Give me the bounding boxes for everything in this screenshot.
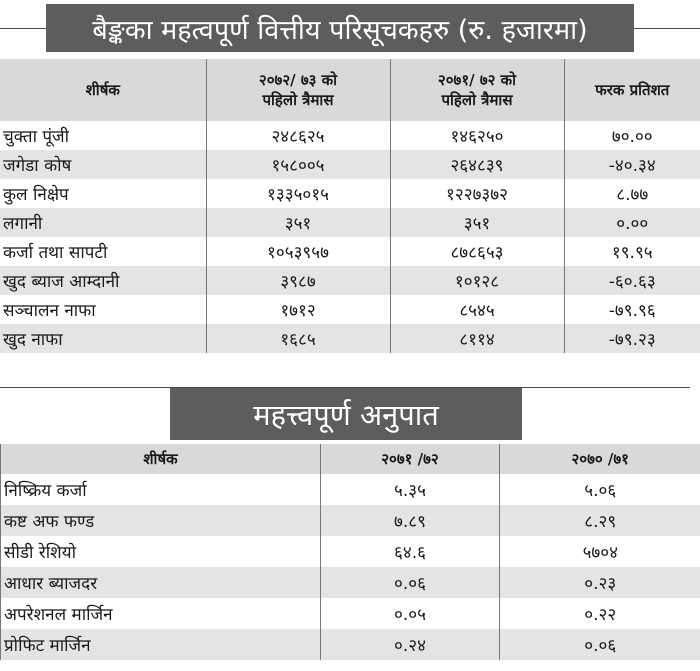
current-year-value: ०.२४	[321, 629, 500, 660]
table1-header-percent-change: फरक प्रतिशत	[564, 59, 700, 121]
previous-quarter-value: १२२७३७२	[390, 179, 564, 208]
table-row	[1, 598, 700, 629]
table-row	[1, 567, 700, 598]
table2-header-year-previous: २०७० /७१	[500, 444, 700, 474]
current-year-value: ०.०६	[321, 567, 500, 598]
previous-quarter-value: ३५१	[390, 208, 564, 237]
table2-header-year-current: २०७१ /७२	[321, 444, 500, 474]
row-label: सीडी रेशियो	[1, 536, 321, 567]
table-row	[0, 150, 700, 179]
current-quarter-value: १७१२	[206, 295, 390, 324]
current-year-value: ७.८९	[321, 505, 500, 536]
top-rule-right	[634, 28, 700, 29]
previous-year-value: ०.२२	[500, 598, 700, 629]
row-label: सञ्चालन नाफा	[3, 301, 96, 321]
row-label: कुल निक्षेप	[3, 185, 69, 205]
previous-year-value: ८.२९	[500, 505, 700, 536]
table1-header-row	[0, 59, 700, 121]
current-quarter-value: १५८००५	[206, 150, 390, 179]
current-year-value: ६४.६	[321, 536, 500, 567]
previous-quarter-value: ८११४	[390, 324, 564, 353]
table1-header-previous-quarter	[390, 59, 564, 121]
table-row	[0, 121, 700, 150]
current-quarter-value: १०५३९५७	[206, 237, 390, 266]
table1-header-col3-line2: पहिलो त्रैमास	[441, 91, 513, 109]
previous-quarter-value: ८७८६५३	[390, 237, 564, 266]
row-label: अपरेशनल मार्जिन	[1, 598, 321, 629]
previous-year-value: ५.०६	[500, 474, 700, 505]
table-row	[0, 324, 700, 353]
previous-year-value: ०.२३	[500, 567, 700, 598]
previous-quarter-value: १०१२८	[390, 266, 564, 295]
percent-change-value: ७०.००	[564, 121, 700, 150]
row-label: खुद नाफा	[0, 324, 206, 353]
current-quarter-value: २४८६२५	[206, 121, 390, 150]
percent-change-value: १९.९५	[564, 237, 700, 266]
percent-change-value: ०.००	[564, 208, 700, 237]
row-label: आधार ब्याजदर	[1, 567, 321, 598]
percent-change-value: -६०.६३	[564, 266, 700, 295]
current-quarter-value: ३५१	[206, 208, 390, 237]
row-label: खुद ब्याज आम्दानी	[0, 266, 206, 295]
percent-change-value: ८.७७	[564, 179, 700, 208]
row-label: कष्ट अफ फण्ड	[1, 505, 321, 536]
current-quarter-value: १३३५०१५	[206, 179, 390, 208]
previous-quarter-value: १४६२५०	[390, 121, 564, 150]
table1-header-col2-line2: पहिलो त्रैमास	[262, 91, 334, 109]
table2-header-row	[1, 444, 700, 474]
row-label: जगेडा कोष	[0, 150, 206, 179]
table-row	[0, 266, 700, 295]
current-year-value: ०.०५	[321, 598, 500, 629]
row-label: निष्क्रिय कर्जा	[1, 474, 321, 505]
table1-header-col3-line1: २०७१/ ७२ को	[437, 70, 517, 89]
current-quarter-value: ३९८७	[206, 266, 390, 295]
previous-quarter-value: ८५४५	[390, 295, 564, 324]
current-quarter-value: १६८५	[206, 324, 390, 353]
table-row	[1, 536, 700, 567]
percent-change-value: -४०.३४	[564, 150, 700, 179]
table-row	[0, 237, 700, 266]
row-label: प्रोफिट मार्जिन	[1, 629, 321, 660]
table-row	[0, 295, 700, 324]
table-row	[1, 474, 700, 505]
current-year-value: ५.३५	[321, 474, 500, 505]
table-row	[0, 179, 700, 208]
top-rule-left	[0, 28, 46, 29]
percent-change-value: -७९.२३	[564, 324, 700, 353]
table1-header-title: शीर्षक	[0, 59, 206, 121]
table1-header-col2-line1: २०७२/ ७३ को	[258, 70, 338, 89]
previous-quarter-value: २६४८३९	[390, 150, 564, 179]
previous-year-value: ०.०६	[500, 629, 700, 660]
table2-header-title: शीर्षक	[1, 444, 321, 474]
table-row	[1, 505, 700, 536]
table-row	[0, 208, 700, 237]
row-label: लगानी	[0, 208, 206, 237]
table2-title-banner: महत्त्वपूर्ण अनुपात	[170, 388, 522, 440]
row-label: चुक्ता पूंजी	[3, 127, 70, 147]
row-label: कर्जा तथा सापटी	[3, 243, 108, 263]
previous-year-value: ५७०४	[500, 536, 700, 567]
table1-header-current-quarter	[206, 59, 390, 121]
table1-title-banner: बैङ्कका महत्वपूर्ण वित्तीय परिसूचकहरु (रु. हजारमा)	[46, 4, 634, 52]
table-row	[1, 629, 700, 660]
key-ratios-table	[0, 444, 700, 660]
financial-indicators-table	[0, 59, 700, 353]
percent-change-value: -७९.९६	[564, 295, 700, 324]
